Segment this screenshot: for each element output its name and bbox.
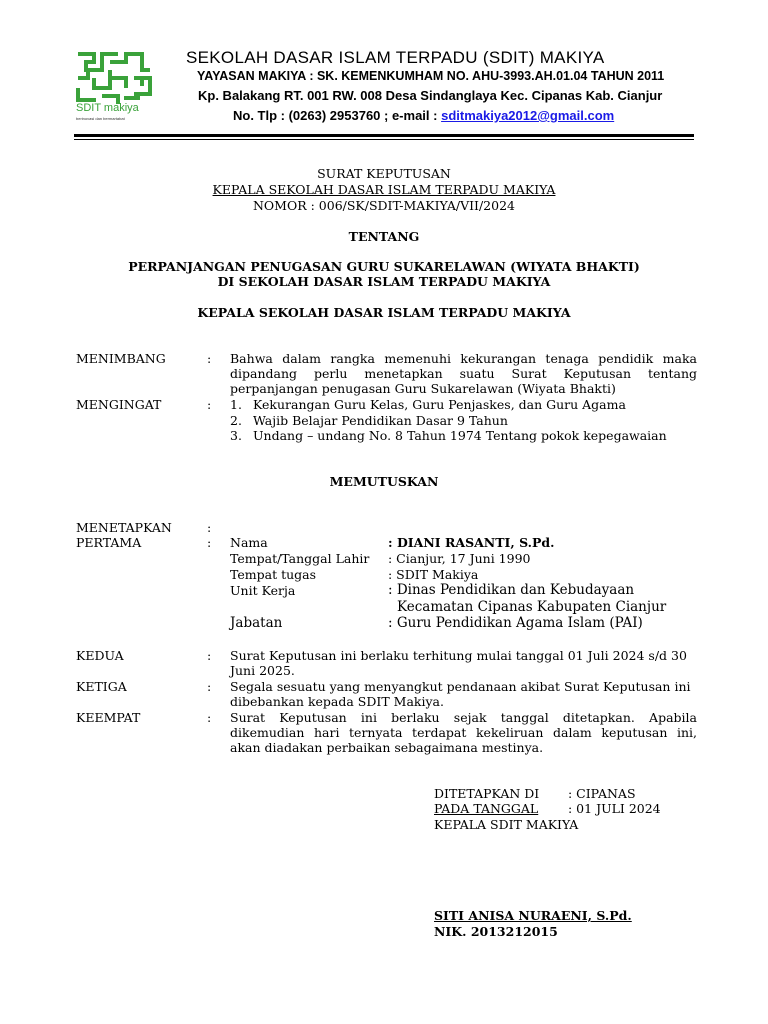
school-logo: [74, 48, 154, 122]
tugas-value: : SDIT Makiya: [388, 567, 479, 582]
tanggal-value: : 01 JULI 2024: [568, 801, 661, 816]
menimbang-line-2: dipandang perlu menetapkan suatu Surat Keputusan tentang: [230, 366, 697, 381]
doc-title: SURAT KEPUTUSAN: [317, 166, 451, 181]
ketiga-label: KETIGA: [76, 679, 127, 694]
memutuskan-heading: MEMUTUSKAN: [329, 474, 439, 489]
mengingat-num-1: 1.: [230, 397, 242, 412]
subject-line-1: PERPANJANGAN PENUGASAN GURU SUKARELAWAN (WIYATA BHAKTI): [128, 259, 640, 274]
issuer-heading: KEPALA SEKOLAH DASAR ISLAM TERPADU MAKIYA: [197, 305, 571, 320]
tugas-label: Tempat tugas: [230, 567, 317, 582]
signer-position: KEPALA SDIT MAKIYA: [434, 817, 579, 832]
mengingat-num-2: 2.: [230, 413, 242, 428]
nama-value: : DIANI RASANTI, S.Pd.: [388, 535, 555, 550]
kedua-label: KEDUA: [76, 648, 124, 663]
ttl-value: : Cianjur, 17 Juni 1990: [388, 551, 531, 566]
ttl-label: Tempat/Tanggal Lahir: [230, 551, 370, 566]
unit-value-2: Kecamatan Cipanas Kabupaten Cianjur: [397, 599, 667, 615]
menimbang-line-1: Bahwa dalam rangka memenuhi kekurangan tenaga pendidik maka: [230, 351, 697, 366]
school-name: SEKOLAH DASAR ISLAM TERPADU (SDIT) MAKIYA: [186, 48, 605, 67]
keempat-line-2: dikemudian hari ternyata terdapat kekeliruan dalam keputusan ini,: [230, 725, 697, 740]
tanggal-label: PADA TANGGAL: [434, 801, 539, 816]
unit-label: Unit Kerja: [230, 583, 296, 598]
ketiga-line-1: Segala sesuatu yang menyangkut pendanaan akibat Surat Keputusan ini: [230, 679, 691, 694]
keempat-line-1: Surat Keputusan ini berlaku sejak tanggal ditetapkan. Apabila: [230, 710, 697, 725]
contact-prefix: No. Tlp : (0263) 2953760 ; e-mail :: [233, 108, 438, 123]
keempat-line-3: akan diadakan perbaikan sebagaimana mestinya.: [230, 740, 544, 755]
mengingat-item-2: Wajib Belajar Pendidikan Dasar 9 Tahun: [253, 413, 508, 428]
mengingat-item-3: Undang – undang No. 8 Tahun 1974 Tentang pokok kepegawaian: [253, 428, 667, 443]
doc-title-issuer: KEPALA SEKOLAH DASAR ISLAM TERPADU MAKIYA: [212, 182, 556, 197]
letterhead-rule-thick: [74, 134, 694, 137]
signer-name: SITI ANISA NURAENI, S.Pd.: [434, 908, 632, 923]
subject-line-2: DI SEKOLAH DASAR ISLAM TERPADU MAKIYA: [217, 274, 551, 289]
yayasan-line: YAYASAN MAKIYA : SK. KEMENKUMHAM NO. AHU-3993.AH.01.04 TAHUN 2011: [197, 69, 665, 83]
jabatan-label: Jabatan: [230, 615, 283, 631]
mengingat-num-3: 3.: [230, 428, 242, 443]
doc-number: NOMOR : 006/SK/SDIT-MAKIYA/VII/2024: [252, 198, 515, 213]
keempat-colon: :: [207, 710, 212, 725]
logo-text: SDIT makiya: [76, 102, 139, 114]
keempat-label: KEEMPAT: [76, 710, 141, 725]
ditetapkan-value: : CIPANAS: [568, 786, 636, 801]
email-link[interactable]: sditmakiya2012@gmail.com: [441, 108, 615, 123]
signer-nik: NIK. 2013212015: [434, 924, 558, 939]
ketiga-colon: :: [207, 679, 212, 694]
contact-line: [233, 108, 614, 123]
mengingat-colon: :: [207, 397, 212, 412]
nama-label: Nama: [230, 535, 268, 550]
menimbang-label: MENIMBANG: [76, 351, 166, 366]
kedua-line-2: Juni 2025.: [230, 663, 295, 678]
mengingat-item-1: Kekurangan Guru Kelas, Guru Penjaskes, dan Guru Agama: [253, 397, 626, 412]
menetapkan-colon: :: [207, 520, 212, 535]
tentang-heading: TENTANG: [348, 229, 420, 244]
menimbang-colon: :: [207, 351, 212, 366]
menimbang-line-3: perpanjangan penugasan Guru Sukarelawan (Wiyata Bhakti): [230, 381, 616, 396]
kedua-line-1: Surat Keputusan ini berlaku terhitung mulai tanggal 01 Juli 2024 s/d 30: [230, 648, 687, 663]
pertama-colon: :: [207, 535, 212, 550]
menetapkan-label: MENETAPKAN: [76, 520, 172, 535]
address-line: Kp. Balakang RT. 001 RW. 008 Desa Sindanglaya Kec. Cipanas Kab. Cianjur: [198, 88, 663, 103]
ditetapkan-label: DITETAPKAN DI: [434, 786, 540, 801]
jabatan-value: : Guru Pendidikan Agama Islam (PAI): [388, 615, 643, 631]
unit-value-1: : Dinas Pendidikan dan Kebudayaan: [388, 582, 635, 598]
kedua-colon: :: [207, 648, 212, 663]
tanggal-row: [434, 801, 666, 816]
letterhead-rule-thin: [74, 139, 694, 140]
logo-tagline: berinovasi dan bermartabat: [76, 116, 125, 121]
pertama-label: PERTAMA: [76, 535, 142, 550]
mengingat-label: MENGINGAT: [76, 397, 162, 412]
ketiga-line-2: dibebankan kepada SDIT Makiya.: [230, 694, 444, 709]
